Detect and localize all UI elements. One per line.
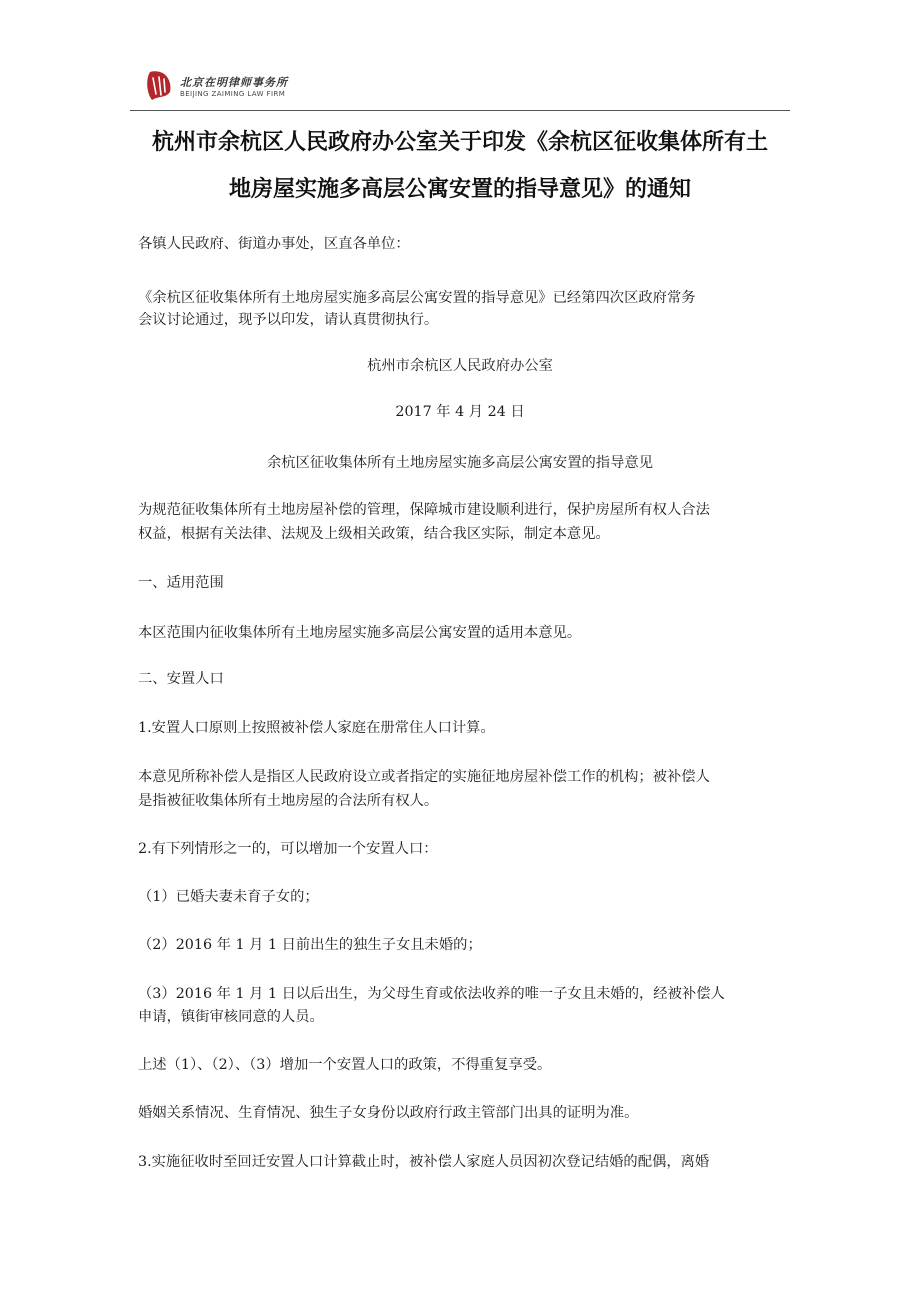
intro-line-2: 会议讨论通过，现予以印发，请认真贯彻执行。 <box>138 312 439 328</box>
definition-line-2: 是指被征收集体所有土地房屋的合法所有权人。 <box>138 793 439 809</box>
firm-name-en: BEIJING ZAIMING LAW FIRM <box>180 90 286 98</box>
item-3: 3.实施征收时至回迁安置人口计算截止时，被补偿人家庭人员因初次登记结婚的配偶，离婚 <box>138 1154 710 1170</box>
salutation: 各镇人民政府、街道办事处，区直各单位： <box>138 236 410 252</box>
document-title: 余杭区征收集体所有土地房屋实施多高层公寓安置的指导意见 <box>266 455 653 471</box>
issue-date: 2017 年 4 月 24 日 <box>395 404 525 420</box>
note-1: 上述（1）、（2）、（3）增加一个安置人口的政策，不得重复享受。 <box>138 1057 552 1073</box>
law-firm-logo-icon <box>144 70 172 102</box>
section-2-heading: 二、安置人口 <box>138 671 224 687</box>
firm-name-cn: 北京在明律师事务所 <box>180 76 288 89</box>
page-title-line-2: 地房屋实施多高层公寓安置的指导意见》的通知 <box>228 177 691 202</box>
case-2: （2）2016 年 1 月 1 日前出生的独生子女且未婚的； <box>138 937 482 953</box>
issuer: 杭州市余杭区人民政府办公室 <box>367 358 553 374</box>
definition-line-1: 本意见所称补偿人是指区人民政府设立或者指定的实施征地房屋补偿工作的机构；被补偿人 <box>138 769 710 785</box>
note-2: 婚姻关系情况、生育情况、独生子女身份以政府行政主管部门出具的证明为准。 <box>138 1105 639 1121</box>
case-1: （1）已婚夫妻未育子女的； <box>138 889 319 905</box>
item-1: 1.安置人口原则上按照被补偿人家庭在册常住人口计算。 <box>138 720 495 736</box>
item-2: 2.有下列情形之一的，可以增加一个安置人口： <box>138 841 438 857</box>
purpose-line-2: 权益，根据有关法律、法规及上级相关政策，结合我区实际，制定本意见。 <box>138 526 610 542</box>
page-title-line-1: 杭州市余杭区人民政府办公室关于印发《余杭区征收集体所有土 <box>151 130 768 155</box>
header-divider <box>130 110 790 111</box>
case-3-line-2: 申请，镇街审核同意的人员。 <box>138 1009 324 1025</box>
section-1-heading: 一、适用范围 <box>138 575 224 591</box>
case-3-line-1: （3）2016 年 1 月 1 日以后出生，为父母生育或依法收养的唯一子女且未婚的，经被补偿人 <box>138 986 725 1002</box>
letterhead <box>140 66 800 106</box>
section-1-text: 本区范围内征收集体所有土地房屋实施多高层公寓安置的适用本意见。 <box>138 625 582 641</box>
intro-line-1: 《余杭区征收集体所有土地房屋实施多高层公寓安置的指导意见》已经第四次区政府常务 <box>138 290 696 306</box>
purpose-line-1: 为规范征收集体所有土地房屋补偿的管理，保障城市建设顺利进行，保护房屋所有权人合法 <box>138 502 710 518</box>
